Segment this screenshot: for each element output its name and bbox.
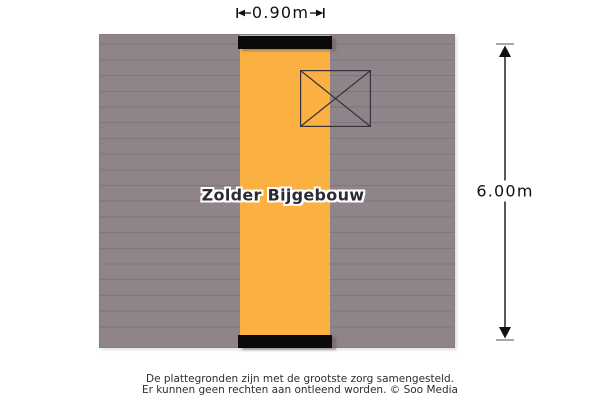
skylight-window-icon	[300, 70, 371, 127]
disclaimer	[0, 374, 600, 395]
wall-segment-top	[238, 36, 332, 49]
width-dimension-label: 0.90m	[251, 2, 310, 22]
dimension-arrow-right-icon	[310, 7, 325, 19]
disclaimer-line-2: Er kunnen geen rechten aan ontleend worden. © Soo Media	[142, 383, 458, 396]
room-label: Zolder Bijgebouw	[201, 185, 365, 205]
disclaimer-line-1: De plattegronden zijn met de grootste zorg samengesteld.	[146, 373, 454, 385]
width-dimension	[236, 4, 325, 21]
wall-segment-bottom	[238, 335, 332, 348]
dimension-arrow-left-icon	[236, 7, 251, 19]
height-dimension-label: 6.00m	[473, 181, 536, 202]
